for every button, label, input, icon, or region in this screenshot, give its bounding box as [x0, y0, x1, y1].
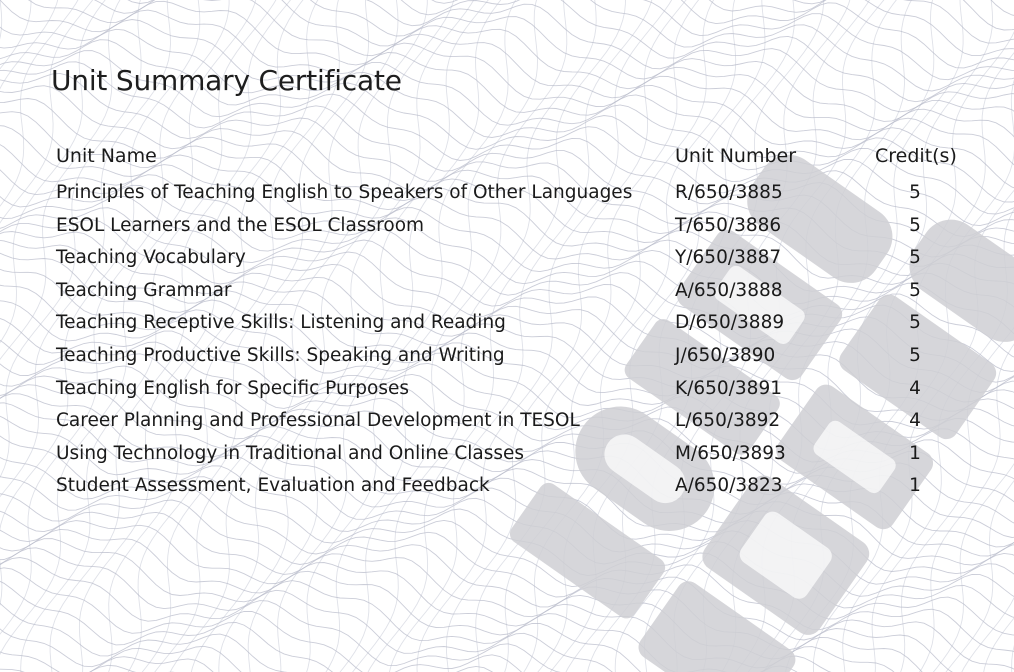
- table-header-row: [56, 144, 956, 181]
- unit-number-cell: L/650/3892: [675, 410, 781, 432]
- table-row: [56, 311, 956, 344]
- unit-name-cell: Student Assessment, Evaluation and Feedback: [56, 475, 490, 497]
- credits-cell: 1: [909, 442, 921, 464]
- unit-name-cell: Teaching Grammar: [56, 279, 232, 301]
- table-row: [56, 246, 956, 279]
- unit-number-cell: T/650/3886: [675, 214, 782, 236]
- unit-number-cell: A/650/3888: [675, 279, 783, 301]
- table-row: [56, 442, 956, 475]
- unit-number-cell: Y/650/3887: [675, 247, 782, 269]
- credits-cell: 5: [909, 312, 921, 334]
- credits-cell: 5: [909, 182, 921, 203]
- credits-cell: 1: [909, 475, 921, 497]
- table-row: [56, 377, 956, 410]
- header-unit-name: Unit Name: [56, 145, 157, 167]
- unit-name-cell: ESOL Learners and the ESOL Classroom: [56, 214, 425, 236]
- table-row: [56, 409, 956, 442]
- unit-summary-table: [56, 144, 956, 507]
- unit-name-cell: Teaching Vocabulary: [56, 247, 246, 269]
- unit-number-cell: J/650/3890: [675, 344, 776, 366]
- header-unit-number: Unit Number: [675, 145, 797, 167]
- table-row: [56, 474, 956, 507]
- credits-cell: 4: [909, 377, 921, 399]
- header-credits: Credit(s): [875, 145, 957, 167]
- table-row: [56, 181, 956, 214]
- credits-cell: 4: [909, 410, 921, 432]
- unit-name-cell: Teaching Productive Skills: Speaking and Writing: [56, 344, 505, 366]
- credits-cell: 5: [909, 279, 921, 301]
- wave-line: [0, 0, 1014, 30]
- wave-line: [0, 558, 1014, 672]
- unit-number-cell: K/650/3891: [675, 377, 782, 399]
- unit-name-cell: Using Technology in Traditional and Online Classes: [56, 442, 525, 464]
- credits-cell: 5: [909, 344, 921, 366]
- wave-line: [0, 568, 1014, 672]
- table-row: [56, 214, 956, 247]
- unit-number-cell: D/650/3889: [675, 312, 785, 334]
- credits-cell: 5: [909, 214, 921, 236]
- table-row: [56, 344, 956, 377]
- table-row: [56, 279, 956, 312]
- table-body: [56, 181, 956, 507]
- wave-line: [0, 0, 1014, 68]
- unit-number-cell: M/650/3893: [675, 442, 786, 464]
- unit-number-cell: R/650/3885: [675, 182, 783, 203]
- unit-number-cell: A/650/3823: [675, 475, 783, 497]
- wave-line: [0, 638, 1014, 672]
- unit-name-cell: Career Planning and Professional Development in TESOL: [56, 410, 580, 432]
- unit-name-cell: Principles of Teaching English to Speakers of Other Languages: [56, 182, 633, 203]
- wave-line: [0, 0, 1014, 17]
- unit-name-cell: Teaching Receptive Skills: Listening and Reading: [56, 312, 506, 334]
- page-title: Unit Summary Certificate: [51, 64, 402, 97]
- unit-name-cell: Teaching English for Specific Purposes: [56, 377, 410, 399]
- credits-cell: 5: [909, 247, 921, 269]
